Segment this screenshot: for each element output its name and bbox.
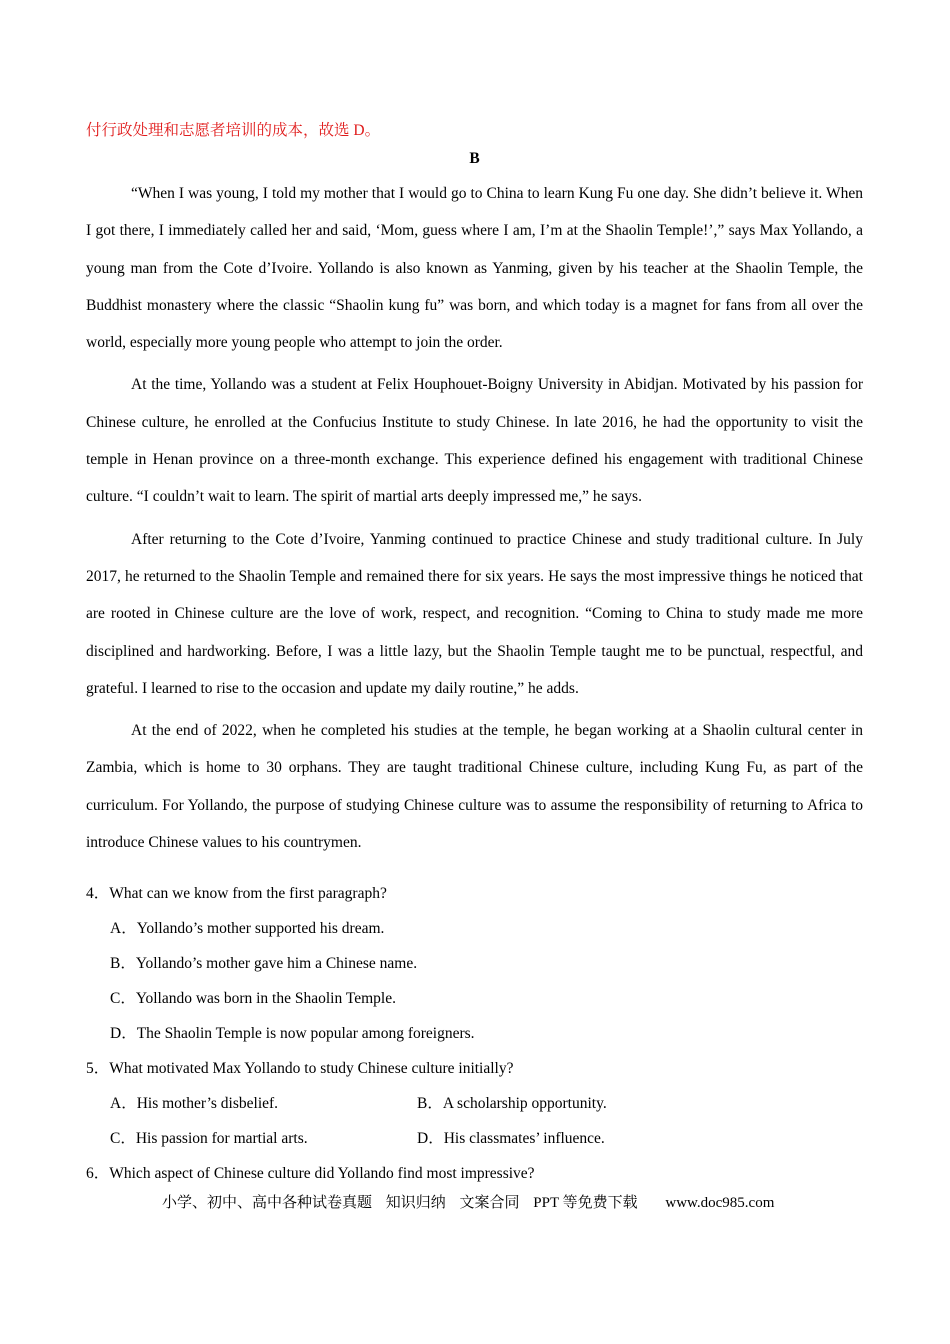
passage-paragraph-1: “When I was young, I told my mother that I would go to China to learn Kung Fu one day. She didn’t believe it. When I got there, I immediately called her and said, ‘Mom, guess where I am, I’m at the Shaolin Temple!’,” says Max Yollando, a young man from the Cote d’Ivoire. Yollando is also known as Yanming, given by his teacher at the Shaolin Temple, the Buddhist monastery where the classic “Shaolin kung fu” was born, and which today is a magnet for fans from all over the world, especially more young people who attempt to join the order. (86, 185, 863, 352)
footer-url[interactable]: www.doc985.com (665, 1195, 775, 1211)
previous-answer-explanation: 付行政处理和志愿者培训的成本，故选 D。 (86, 122, 381, 139)
reading-passage (86, 175, 863, 866)
question-4-option-d: D．The Shaolin Temple is now popular among foreigners. (110, 1025, 475, 1042)
question-4-option-b: B．Yollando’s mother gave him a Chinese name. (110, 955, 418, 972)
question-5-option-a: A．His mother’s disbelief. (110, 1095, 279, 1112)
footer-text-2: 知识归纳 (385, 1195, 446, 1211)
question-5: 5．What motivated Max Yollando to study Chinese culture initially? (86, 1060, 514, 1077)
footer-text-1: 小学、初中、高中各种试卷真题 (162, 1195, 373, 1211)
footer-text-3: 文案合同 (459, 1195, 520, 1211)
question-4: 4．What can we know from the first paragraph? (86, 885, 387, 902)
question-5-option-d: D．His classmates’ influence. (417, 1130, 605, 1147)
question-4-option-a: A．Yollando’s mother supported his dream. (110, 920, 385, 937)
question-6: 6．Which aspect of Chinese culture did Yollando find most impressive? (86, 1165, 535, 1182)
question-5-option-b: B．A scholarship opportunity. (417, 1095, 607, 1112)
passage-paragraph-4: At the end of 2022, when he completed his studies at the temple, he began working at a Shaolin cultural center in Zambia, which is home to 30 orphans. They are taught traditional Chinese culture, including Kung Fu, as part of the curriculum. For Yollando, the purpose of studying Chinese culture was to assume the responsibility of returning to Africa to introduce Chinese values to his countrymen. (86, 722, 863, 852)
section-heading: B (469, 150, 480, 167)
passage-paragraph-2: At the time, Yollando was a student at Felix Houphouet-Boigny University in Abidjan. Motivated by his passion for Chinese culture, he enrolled at the Confucius Institute to study Chinese. In late 2016, he had the opportunity to visit the temple in Henan province on a three-month exchange. This experience defined his engagement with traditional Chinese culture. “I couldn’t wait to learn. The spirit of martial arts deeply impressed me,” he says. (86, 376, 863, 506)
question-4-option-c: C．Yollando was born in the Shaolin Temple. (110, 990, 396, 1007)
page-footer (162, 1191, 784, 1212)
passage-paragraph-3: After returning to the Cote d’Ivoire, Yanming continued to practice Chinese and study traditional culture. In July 2017, he returned to the Shaolin Temple and remained there for six years. He says the most impressive things he noticed that are rooted in Chinese culture are the love of work, respect, and recognition. “Coming to China to study made me more disciplined and hardworking. Before, I was a little lazy, but the Shaolin Temple taught me to be punctual, respectful, and grateful. I learned to rise to the occasion and update my daily routine,” he adds. (86, 530, 863, 697)
question-5-option-c: C．His passion for martial arts. (110, 1130, 308, 1147)
footer-text-4: PPT 等免费下载 (533, 1195, 638, 1211)
